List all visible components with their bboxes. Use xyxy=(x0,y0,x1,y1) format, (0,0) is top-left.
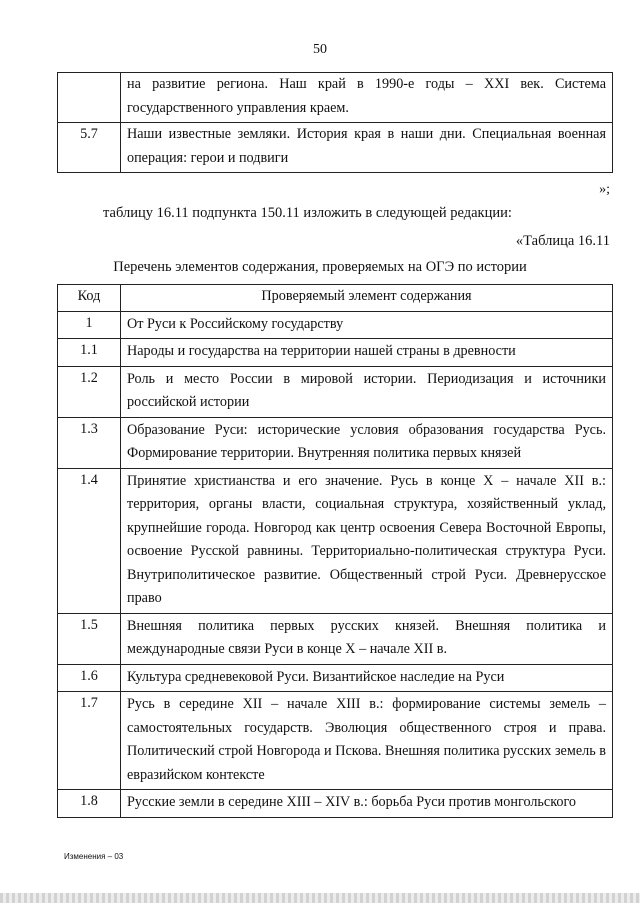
table-header-row xyxy=(58,285,613,312)
row-code: 1.6 xyxy=(58,664,121,692)
row-code: 1.3 xyxy=(58,417,121,468)
table-row xyxy=(58,417,613,468)
table-row xyxy=(58,692,613,790)
continued-table-body xyxy=(58,73,613,173)
continued-table xyxy=(57,72,613,173)
closing-quote: »; xyxy=(599,182,610,197)
footer-revision: Изменения – 03 xyxy=(64,852,124,861)
row-text: Русские земли в середине XIII – XIV в.: борьба Руси против монгольского xyxy=(121,790,613,818)
table-row xyxy=(58,339,613,367)
header-code: Код xyxy=(58,285,121,312)
amendment-instruction: таблицу 16.11 подпункта 150.11 изложить в следующей редакции: xyxy=(103,205,512,221)
content-elements-body xyxy=(58,311,613,817)
page-number: 50 xyxy=(313,42,327,57)
row-code: 5.7 xyxy=(58,123,121,173)
scan-edge xyxy=(0,893,640,903)
table-row xyxy=(58,311,613,339)
table-row xyxy=(58,468,613,613)
row-code: 1.1 xyxy=(58,339,121,367)
content-elements-table xyxy=(57,284,613,818)
row-text: Народы и государства на территории нашей страны в древности xyxy=(121,339,613,367)
table-row xyxy=(58,613,613,664)
row-text: Русь в середине XII – начале XIII в.: формирование системы земель – самостоятельных государств. Эволюция общественного строя и права. Политический строй Новгорода и Пскова. Внешняя политика русских земель в евразийском контексте xyxy=(121,692,613,790)
row-code: 1.8 xyxy=(58,790,121,818)
row-text: Внешняя политика первых русских князей. Внешняя политика и международные связи Руси в конце X – начале XII в. xyxy=(121,613,613,664)
row-code: 1.7 xyxy=(58,692,121,790)
table-row xyxy=(58,73,613,123)
row-text: Наши известные земляки. История края в наши дни. Специальная военная операция: герои и подвиги xyxy=(121,123,613,173)
table-row xyxy=(58,664,613,692)
row-text: Культура средневековой Руси. Византийское наследие на Руси xyxy=(121,664,613,692)
row-code xyxy=(58,73,121,123)
row-text: Образование Руси: исторические условия образования государства Русь. Формирование территории. Внутренняя политика первых князей xyxy=(121,417,613,468)
table-label: «Таблица 16.11 xyxy=(515,233,610,249)
row-text: Принятие христианства и его значение. Русь в конце X – начале XII в.: территория, органы власти, социальная структура, хозяйственный уклад, крупнейшие города. Новгород как центр освоения Севера Восточной Европы, освоение Русской равнины. Территориально-политическая структура Руси. Внутриполитическое развитие. Общественный строй Руси. Древнерусское право xyxy=(121,468,613,613)
table-row xyxy=(58,366,613,417)
row-code: 1.2 xyxy=(58,366,121,417)
table-row xyxy=(58,790,613,818)
header-element: Проверяемый элемент содержания xyxy=(121,285,613,312)
row-text: От Руси к Российскому государству xyxy=(121,311,613,339)
table-row xyxy=(58,123,613,173)
row-code: 1.4 xyxy=(58,468,121,613)
row-code: 1.5 xyxy=(58,613,121,664)
row-code: 1 xyxy=(58,311,121,339)
row-text: Роль и место России в мировой истории. Периодизация и источники российской истории xyxy=(121,366,613,417)
table-title: Перечень элементов содержания, проверяемых на ОГЭ по истории xyxy=(113,259,527,275)
row-text: на развитие региона. Наш край в 1990-е годы – XXI век. Система государственного управления краем. xyxy=(121,73,613,123)
